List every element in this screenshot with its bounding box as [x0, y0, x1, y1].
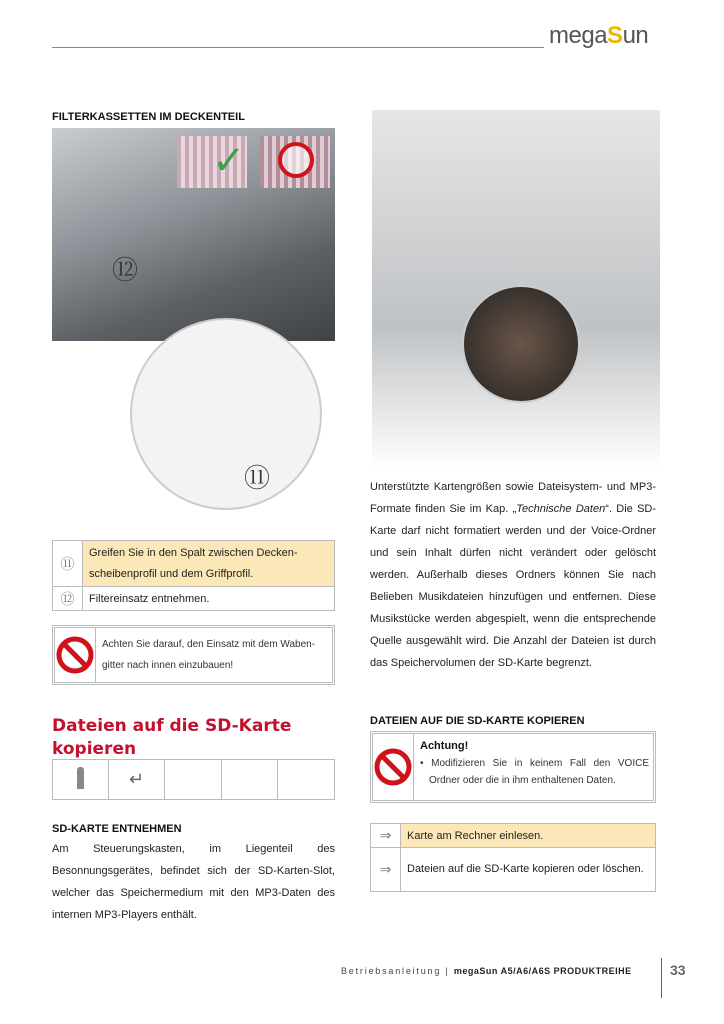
megasun-logo: megaSun: [549, 22, 649, 49]
empty-cell: [278, 760, 335, 800]
step-text: Greifen Sie in den Spalt zwischen Decken-scheibenprofil und dem Griffprofil.: [83, 541, 335, 587]
sd-remove-text: Am Steuerungskasten, im Liegenteil des Besonnungsgerätes, befindet sich der SD-Karten-Slot, welcher das Speichermedium mit den MP3-Daten des internen MP3-Players enthält.: [52, 843, 335, 921]
detail-drawing: [130, 318, 322, 510]
prohibited-icon: [373, 734, 414, 800]
step-text: Karte am Rechner einlesen.: [401, 824, 656, 848]
checkmark-icon: ✓: [212, 139, 246, 183]
filter-photo: [52, 128, 335, 341]
empty-cell: [221, 760, 278, 800]
warning-box-voice: Achtung! • Modifizieren Sie in keinem Fall den VOICE Ordner oder die in ihm enthaltenen Daten.: [370, 731, 656, 803]
symbol-table: [52, 759, 335, 800]
sd-slot-detail: [462, 285, 580, 403]
prohibited-icon: [278, 142, 314, 178]
product-name: megaSun A5/A6/A6S PRODUKTREIHE: [453, 966, 632, 976]
step-number: ⑪: [53, 541, 83, 587]
page-number: 33: [670, 962, 686, 978]
warning-text: Modifizieren Sie in keinem Fall den VOICE Ordner oder die in ihm enthaltenen Daten.: [429, 758, 649, 786]
arrow-icon: ⇒: [371, 848, 401, 892]
step-text: Dateien auf die SD-Karte kopieren oder löschen.: [401, 848, 656, 892]
header-rule: [52, 47, 544, 48]
person-icon: [53, 760, 109, 800]
sd-info-paragraph: Unterstützte Kartengrößen sowie Dateisystem- und MP3-Formate finden Sie im Kap. „Technische Daten“. Die SD-Karte darf nicht formatiert werden und der Voice-Ordner und sein Inhalt dürfen nicht verändert oder gelöscht werden. Außerhalb dieses Ordners können Sie nach Belieben Musikdateien hinzufügen und entfernen. Diese Musikstücke werden abgespielt, wenn die entsprechende Quelle ausgewählt wird. Die Anzahl der Dateien ist durch das Speichervolumen der SD-Karte begrenzt.: [370, 481, 657, 669]
callout-12: ⑫: [112, 255, 139, 285]
steps-table-filter: [52, 540, 335, 611]
section-title: Dateien auf die SD-Karte kopieren: [52, 716, 292, 759]
return-arrow-icon: ↵: [109, 760, 165, 800]
control-box-photo: [372, 110, 660, 470]
section-heading-filter: FILTERKASSETTEN IM DECKENTEIL: [52, 111, 245, 123]
warning-title: Achtung!: [420, 740, 469, 752]
sd-remove-heading: SD-KARTE ENTNEHMEN: [52, 823, 182, 835]
empty-cell: [165, 760, 222, 800]
footer-divider: [661, 958, 662, 998]
copy-heading: DATEIEN AUF DIE SD-KARTE KOPIEREN: [370, 715, 585, 727]
technical-data-link[interactable]: Technische Daten: [516, 503, 606, 515]
footer: Betriebsanleitung | megaSun A5/A6/A6S PRODUKTREIHE: [341, 966, 632, 976]
warning-box-filter: [52, 625, 335, 685]
arrow-icon: ⇒: [371, 824, 401, 848]
warning-text: Achten Sie darauf, den Einsatz mit dem Waben-gitter nach innen einzubauen!: [102, 639, 316, 671]
prohibited-icon: [55, 628, 96, 682]
callout-11: ⑪: [244, 463, 271, 493]
steps-table-copy: [370, 823, 656, 892]
step-text: Filtereinsatz entnehmen.: [83, 587, 335, 611]
step-number: ⑫: [53, 587, 83, 611]
